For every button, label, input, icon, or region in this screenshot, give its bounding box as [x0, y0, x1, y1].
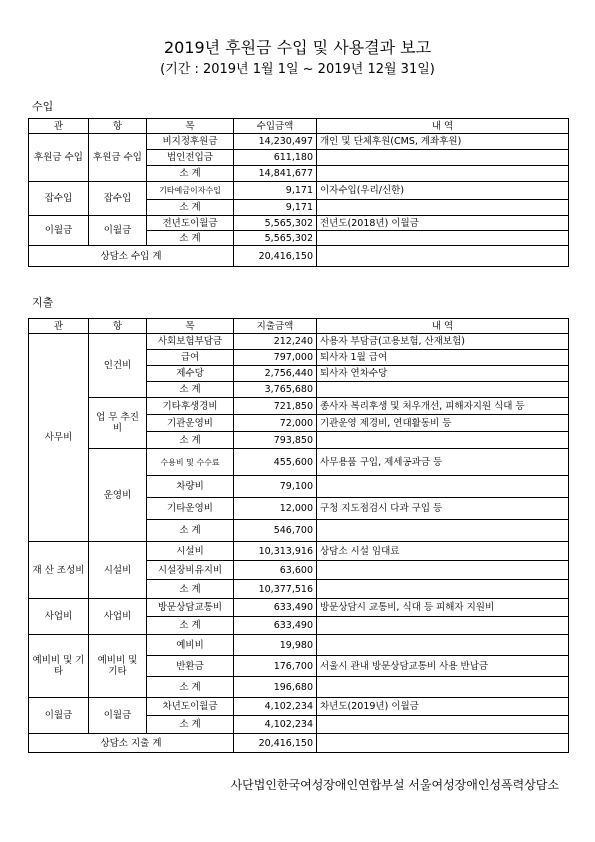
detail-cell: [317, 734, 569, 753]
amount-cell: 793,850: [234, 432, 317, 449]
amount-cell: 19,980: [234, 635, 317, 656]
mok-cell: 법인전입금: [147, 150, 234, 166]
gwan-cell: 잡수입: [29, 182, 89, 216]
table-row: [29, 698, 569, 716]
hang-cell: 이월금: [89, 216, 147, 246]
detail-cell: 사무용품 구입, 제세공과금 등: [317, 449, 569, 476]
hang-cell: 인건비: [89, 334, 147, 398]
detail-cell: 종사자 복리후생 및 처우개선, 피해자지원 식대 등: [317, 398, 569, 415]
hang-cell: 예비비 및 기타: [89, 635, 147, 698]
mok-cell: 사회보험부담금: [147, 334, 234, 350]
subtotal-label: 소 계: [147, 677, 234, 698]
detail-cell: [317, 246, 569, 267]
income-header-row: [29, 119, 569, 134]
detail-cell: 퇴사자 1월 급여: [317, 350, 569, 366]
amount-cell: 79,100: [234, 476, 317, 498]
mok-cell: 기타운영비: [147, 498, 234, 520]
detail-cell: 이자수입(우리/신한): [317, 182, 569, 200]
detail-cell: 방문상담시 교통비, 식대 등 피해자 지원비: [317, 599, 569, 617]
amount-cell: 633,490: [234, 617, 317, 635]
detail-cell: 구청 지도점검시 다과 구입 등: [317, 498, 569, 520]
amount-cell: 10,377,516: [234, 580, 317, 599]
table-row: [29, 216, 569, 231]
mok-cell: 방문상담교통비: [147, 599, 234, 617]
detail-cell: [317, 150, 569, 166]
amount-cell: 4,102,234: [234, 716, 317, 734]
detail-cell: [317, 561, 569, 580]
detail-cell: 차년도(2019년) 이월금: [317, 698, 569, 716]
gwan-cell: 후원금 수입: [29, 134, 89, 182]
mok-cell: 급여: [147, 350, 234, 366]
mok-cell: 제수당: [147, 366, 234, 382]
table-row: [29, 398, 569, 415]
mok-cell: 기타후생경비: [147, 398, 234, 415]
detail-cell: [317, 200, 569, 216]
gwan-cell: 이월금: [29, 216, 89, 246]
subtotal-label: 소 계: [147, 200, 234, 216]
amount-cell: 14,230,497: [234, 134, 317, 150]
amount-cell: 546,700: [234, 520, 317, 542]
detail-cell: 퇴사자 연차수당: [317, 366, 569, 382]
hang-cell: 후원금 수입: [89, 134, 147, 182]
amount-cell: 63,600: [234, 561, 317, 580]
total-label: 상담소 수입 계: [29, 246, 234, 267]
income-section-label: 수입: [32, 100, 54, 113]
detail-cell: 개인 및 단체후원(CMS, 계좌후원): [317, 134, 569, 150]
mok-cell: 기관운영비: [147, 415, 234, 432]
income-total-row: [29, 246, 569, 267]
subtotal-label: 소 계: [147, 580, 234, 599]
table-row: [29, 449, 569, 476]
table-row: [29, 542, 569, 561]
detail-cell: [317, 677, 569, 698]
detail-cell: [317, 231, 569, 246]
subtotal-label: 소 계: [147, 520, 234, 542]
mok-cell: 수용비 및 수수료: [147, 449, 234, 476]
header-hang: 항: [89, 119, 147, 134]
detail-cell: 기관운영 제경비, 연대활동비 등: [317, 415, 569, 432]
mok-cell: 비지정후원금: [147, 134, 234, 150]
detail-cell: [317, 382, 569, 398]
expense-total-row: [29, 734, 569, 753]
header-gwan: 관: [29, 119, 89, 134]
amount-cell: 12,000: [234, 498, 317, 520]
mok-cell: 예비비: [147, 635, 234, 656]
detail-cell: 사용자 부담금(고용보험, 산재보험): [317, 334, 569, 350]
table-row: [29, 599, 569, 617]
gwan-cell: 사무비: [29, 334, 89, 542]
mok-cell: 차량비: [147, 476, 234, 498]
mok-cell: 전년도이월금: [147, 216, 234, 231]
expense-table: [28, 318, 569, 753]
detail-cell: 상담소 시설 임대료: [317, 542, 569, 561]
detail-cell: 전년도(2018년) 이월금: [317, 216, 569, 231]
detail-cell: [317, 166, 569, 182]
detail-cell: [317, 716, 569, 734]
income-table: [28, 118, 569, 267]
amount-cell: 10,313,916: [234, 542, 317, 561]
table-row: [29, 134, 569, 150]
gwan-cell: 예비비 및 기타: [29, 635, 89, 698]
amount-cell: 176,700: [234, 656, 317, 677]
amount-cell: 611,180: [234, 150, 317, 166]
detail-cell: 서울시 관내 방문상담교통비 사용 반납금: [317, 656, 569, 677]
detail-cell: [317, 476, 569, 498]
amount-cell: 5,565,302: [234, 231, 317, 246]
organization-name: 사단법인한국여성장애인연합부설 서울여성장애인성폭력상담소: [230, 778, 559, 792]
table-row: [29, 635, 569, 656]
subtotal-label: 소 계: [147, 166, 234, 182]
hang-cell: 시설비: [89, 542, 147, 599]
hang-cell: 사업비: [89, 599, 147, 635]
header-detail: 내 역: [317, 119, 569, 134]
detail-cell: [317, 635, 569, 656]
gwan-cell: 이월금: [29, 698, 89, 734]
expense-section-label: 지출: [32, 296, 54, 309]
hang-cell: 이월금: [89, 698, 147, 734]
mok-cell: 반환금: [147, 656, 234, 677]
amount-cell: 72,000: [234, 415, 317, 432]
report-period: (기간 : 2019년 1월 1일 ~ 2019년 12월 31일): [160, 62, 435, 77]
amount-cell: 455,600: [234, 449, 317, 476]
hang-cell: 잡수입: [89, 182, 147, 216]
subtotal-label: 소 계: [147, 716, 234, 734]
amount-cell: 9,171: [234, 182, 317, 200]
amount-cell: 196,680: [234, 677, 317, 698]
amount-cell: 5,565,302: [234, 216, 317, 231]
amount-cell: 797,000: [234, 350, 317, 366]
gwan-cell: 사업비: [29, 599, 89, 635]
mok-cell: 시설장비유지비: [147, 561, 234, 580]
amount-cell: 9,171: [234, 200, 317, 216]
mok-cell: 기타예금이자수입: [147, 182, 234, 200]
header-amount: 수입금액: [234, 119, 317, 134]
table-row: [29, 182, 569, 200]
mok-cell: 차년도이월금: [147, 698, 234, 716]
mok-cell: 시설비: [147, 542, 234, 561]
hang-cell: 운영비: [89, 449, 147, 542]
gwan-cell: 재 산 조성비: [29, 542, 89, 599]
hang-cell: 업 무 추진비: [89, 398, 147, 449]
amount-cell: 14,841,677: [234, 166, 317, 182]
amount-cell: 721,850: [234, 398, 317, 415]
subtotal-label: 소 계: [147, 382, 234, 398]
header-gwan: 관: [29, 319, 89, 334]
detail-cell: [317, 520, 569, 542]
amount-cell: 212,240: [234, 334, 317, 350]
total-label: 상담소 지출 계: [29, 734, 234, 753]
total-amount: 20,416,150: [234, 246, 317, 267]
header-amount: 지출금액: [234, 319, 317, 334]
subtotal-label: 소 계: [147, 231, 234, 246]
header-mok: 목: [147, 319, 234, 334]
header-mok: 목: [147, 119, 234, 134]
expense-header-row: [29, 319, 569, 334]
amount-cell: 3,765,680: [234, 382, 317, 398]
detail-cell: [317, 432, 569, 449]
header-detail: 내 역: [317, 319, 569, 334]
header-hang: 항: [89, 319, 147, 334]
subtotal-label: 소 계: [147, 432, 234, 449]
detail-cell: [317, 580, 569, 599]
amount-cell: 633,490: [234, 599, 317, 617]
amount-cell: 2,756,440: [234, 366, 317, 382]
amount-cell: 4,102,234: [234, 698, 317, 716]
subtotal-label: 소 계: [147, 617, 234, 635]
table-row: [29, 334, 569, 350]
page-title: 2019년 후원금 수입 및 사용결과 보고: [163, 38, 432, 57]
detail-cell: [317, 617, 569, 635]
total-amount: 20,416,150: [234, 734, 317, 753]
